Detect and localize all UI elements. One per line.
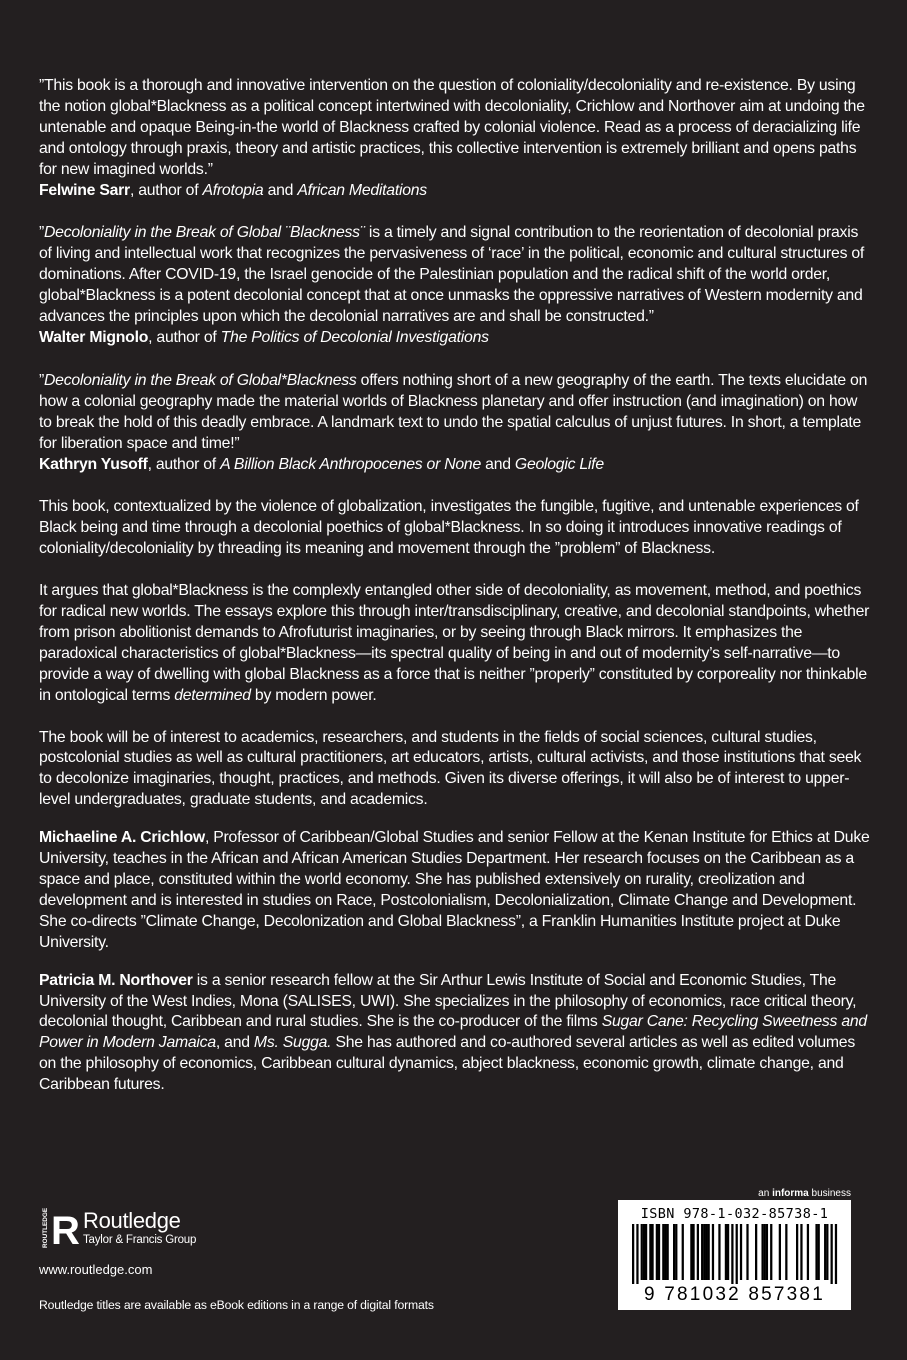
barcode-bar [815,1224,817,1280]
barcode-bar [755,1224,757,1280]
barcode-bar [796,1224,798,1280]
barcode-bar [651,1224,653,1280]
publisher-name: Routledge [83,1208,181,1233]
author-bio-text: , Professor of Caribbean/Global Studies and senior Fellow at the Kenan Institute for Ethics at Duke University, teaches in the African and African American Studies Department. Her research focuses on the Caribbean as a space and place, constituted within the world economy. She has published extensively on rurality, creolization and development and is interested in studies on Race, Postcolonialism, Decolonialization, Climate Change and Development. She co-directs ”Climate Change, Decolonization and Global Blackness”, a Franklin Humanities Institute project at Duke University. [39,829,870,951]
barcode-bar [636,1224,638,1284]
review-quote: is a timely and signal contribution to the reorientation of decolonial praxis of living and intellectual work that recognizes the pervasiveness of ‘race’ in the political, economic and cultural structures of dominations. After COVID-19, the Israel genocide of the Palestinian population and the radical shift of the world order, global*Blackness is a potent decolonial concept that at once unmasks the oppressive narratives of Western modernity and advances the principles upon which the decolonial narratives are and shall be constructed.” [39,224,865,326]
barcode-bar [658,1224,660,1280]
book-title-ref: Decoloniality in the Break of Global*Blackness [44,371,357,389]
publisher-website: www.routledge.com [39,1262,153,1277]
barcode-bar [766,1224,768,1280]
review-mignolo [39,223,871,348]
barcode-bars [632,1224,837,1284]
barcode-bar [807,1224,809,1280]
reviewer-work: The Politics of Decolonial Investigations [220,328,489,346]
barcode-bar [826,1224,828,1280]
reviewer-name: Kathryn Yusoff [39,455,148,473]
review-yusoff [39,371,871,476]
barcode-bar [664,1224,666,1280]
reviewer-work: A Billion Black Anthropocenes or None [220,455,482,473]
publisher-group: Taylor & Francis Group [83,1234,197,1246]
barcode-bar [740,1224,742,1280]
barcode-bar [645,1224,647,1280]
barcode-bar [824,1224,826,1280]
reviewer-work: Geologic Life [514,455,604,473]
barcode-bar [785,1224,787,1280]
reviewer-name: Felwine Sarr [39,181,130,199]
barcode-bar [682,1224,684,1280]
barcode-bar [662,1224,664,1280]
author-bio-text: , and [215,1034,254,1052]
review-quote: ”This book is a thorough and innovative intervention on the question of coloniality/decoloniality and re-existence. By using the notion global*Blackness as a political concept intertwined with decoloniality, Crichlow and Northover aim at undoing the untenable and opaque Being-in-the world of Blackness crafted by colonial violence. Read as a process of deracializing life and ontology through praxis, theory and artistic practices, this collective intervention is extremely brilliant and opens paths for new imagined worlds.” [39,77,865,178]
ean-digits: 9 781032 857381 [644,1284,825,1305]
ebook-note: Routledge titles are available as eBook editions in a range of digital formats [39,1298,434,1312]
barcode-bar [818,1224,820,1280]
joiner-text: and [481,455,515,473]
barcode-bar [835,1224,837,1284]
barcode-bar [779,1224,781,1280]
barcode-bar [725,1224,727,1280]
barcode-bar [667,1224,669,1280]
reviewer-name: Walter Mignolo [39,328,149,346]
barcode-bar [703,1224,705,1280]
isbn-barcode [618,1200,851,1310]
barcode-bar [770,1224,772,1280]
reviewer-role: , author of [147,455,221,473]
description-paragraph-2 [39,581,871,706]
barcode-bar [708,1224,710,1280]
reviewer-role: , author of [148,328,221,346]
barcode-bar [697,1224,699,1280]
description-paragraph-1: This book, contextualized by the violence of globalization, investigates the fungible, fugitive, and untenable experiences of Black being and time through a decolonial poethics of global*Blackness. In so doing it introduces innovative readings of coloniality/decoloniality by threading its meaning and movement through the ”problem” of Blackness. [39,498,859,558]
barcode-bar [746,1224,748,1280]
author-bio-text: She has authored and co-authored several articles as well as edited volumes on the philosophy of economics, Caribbean cultural dynamics, abject blackness, economic growth, climate change, and Caribbean futures. [39,1034,855,1094]
barcode-bar [731,1224,733,1284]
barcode-bar [712,1224,714,1280]
barcode-bar [673,1224,675,1280]
barcode-bar [718,1224,720,1280]
barcode-bar [692,1224,694,1280]
reviewer-work: Afrotopia [202,181,264,199]
author-name: Patricia M. Northover [39,971,193,989]
back-cover-text [39,76,871,1096]
barcode-bar [632,1224,634,1284]
barcode-bar [727,1224,729,1280]
quote-mark: ” [39,371,45,389]
review-sarr [39,76,871,201]
barcode-bar [761,1224,763,1280]
logo-vertical-text: ROUTLEDGE [42,1207,49,1248]
description-paragraph-3: The book will be of interest to academics, researchers, and students in the fields of social sciences, cultural studies, postcolonial studies as well as cultural practitioners, art educators, artists, cultural activists, and those institutions that seek to decolonize imaginaries, thought, practices, and methods. Given its diverse offerings, it will also be of interest to upper-level undergraduates, graduate students, and academics. [39,728,862,809]
author-bio-crichlow [39,828,871,953]
barcode-bar [701,1224,703,1280]
reviewer-work: African Meditations [297,181,427,199]
barcode-bar [675,1224,677,1280]
barcode-bar [649,1224,651,1280]
review-quote: offers nothing short of a new geography of the earth. The texts elucidate on how a colonial geography made the material worlds of Blackness planetary and offer instruction (and imagination) on how to break the hold of this deadly embrace. A landmark text to undo the spatial calculus of unjust futures. In short, a template for liberation space and time!” [39,371,868,452]
description-emphasis: determined [174,686,251,704]
logo-letter: R [51,1209,80,1253]
barcode-bar [764,1224,766,1280]
author-bio-northover [39,971,871,1096]
description-text: by modern power. [250,686,377,704]
barcode-bar [690,1224,692,1280]
barcode-bar [705,1224,707,1280]
informa-business-label: an informa business [758,1188,851,1199]
joiner-text: and [263,181,298,199]
author-bio-text: is a senior research fellow at the Sir Arthur Lewis Institute of Social and Economic Studies, The University of the West Indies, Mona (SALISES, UWI). She specializes in the philosophy of economics, race critical theory, decolonial thought, Caribbean and rural studies. She is the co-producer of the films [39,971,857,1031]
barcode-bar [800,1224,802,1280]
film-title: Ms. Sugga. [253,1034,332,1052]
routledge-logo-icon [39,1206,80,1253]
film-title: Sugar Cane: Recycling Sweetness and Power in Modern Jamaica [39,1013,867,1052]
reviewer-role: , author of [129,181,203,199]
barcode-bar [736,1224,738,1284]
publisher-logo [39,1206,519,1253]
barcode-bar [641,1224,643,1280]
barcode-bar [643,1224,645,1280]
barcode-bar [656,1224,658,1280]
quote-mark: ” [39,224,45,242]
isbn-label: ISBN 978-1-032-85738-1 [640,1206,829,1222]
author-name: Michaeline A. Crichlow [39,829,205,847]
barcode-bar [831,1224,833,1284]
description-text: It argues that global*Blackness is the complexly entangled other side of decoloniality, as movement, method, and poethics for radical new worlds. The essays explore this through inter/transdisciplinary, creative, and decolonial standpoints, whether from prison abolitionist demands to Afrofuturist imaginaries, or by seeing through Black mirrors. It emphasizes the paradoxical characteristics of global*Blackness—its spectral quality of being in and out of modernity’s self-narrative—to provide a way of dwelling with global Blackness as a force that is neither ”properly” constituted by corporeality nor thinkable in ontological terms [39,582,870,704]
book-title-ref: Decoloniality in the Break of Global ¨Blackness¨ [44,224,365,242]
